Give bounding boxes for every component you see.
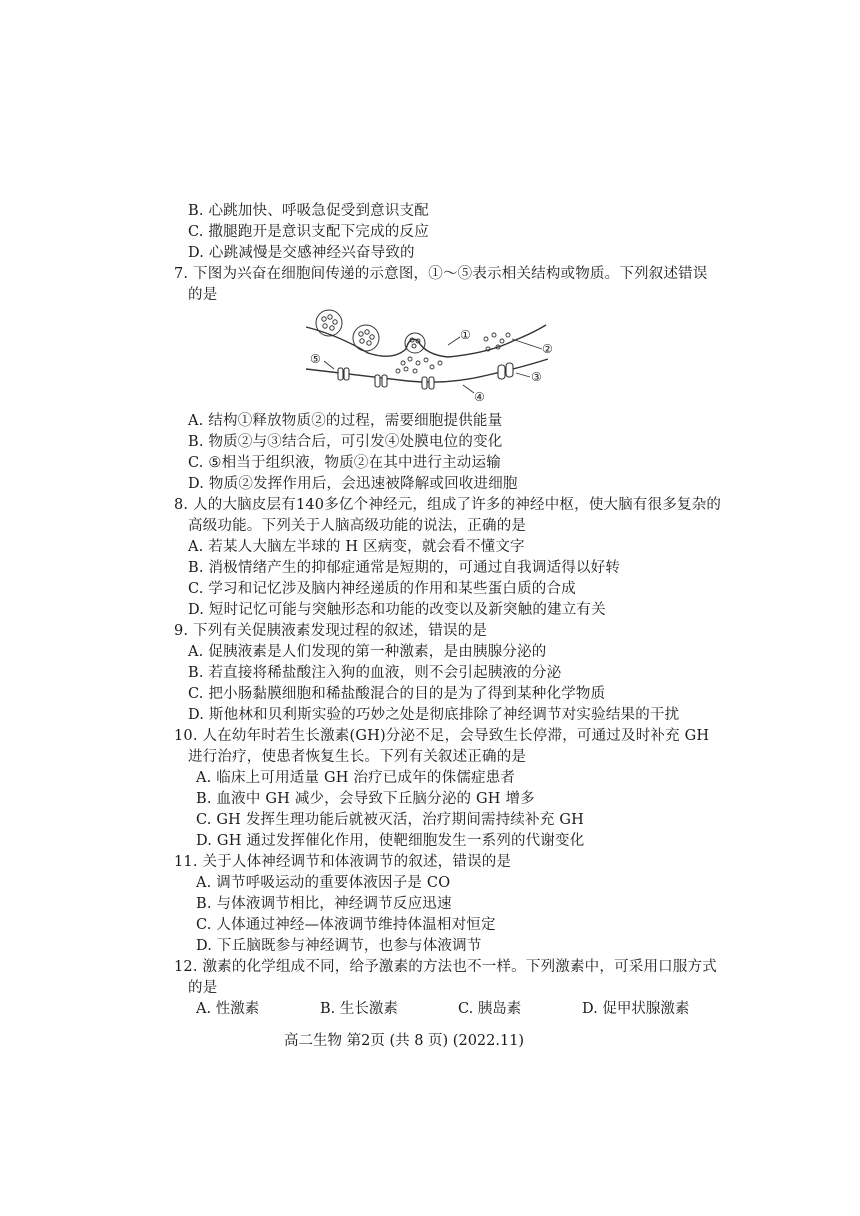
q12-option-c: C. 胰岛素 <box>458 1001 522 1017</box>
q7-option-b: B. 物质②与③结合后，可引发④处膜电位的变化 <box>188 434 503 450</box>
q9-option-a: A. 促胰液素是人们发现的第一种激素，是由胰腺分泌的 <box>188 644 547 660</box>
q10-option-c: C. GH 发挥生理功能后就被灭活，治疗期间需持续补充 GH <box>196 812 584 828</box>
q12-options-row <box>196 999 736 1019</box>
q7-option-d: D. 物质②发挥作用后，会迅速被降解或回收进细胞 <box>188 476 518 492</box>
presynaptic-membrane <box>306 325 546 357</box>
q8-stem-line1: 8. 人的大脑皮层有140多亿个神经元，组成了许多的神经中枢，使大脑有很多复杂的 <box>174 497 722 513</box>
q12-option-d: D. 促甲状腺激素 <box>582 1001 690 1017</box>
q10-stem-line2: 进行治疗，使患者恢复生长。下列有关叙述正确的是 <box>188 749 527 765</box>
vesicle-group <box>316 310 425 353</box>
q11-option-c: C. 人体通过神经—体液调节维持体温相对恒定 <box>196 917 496 933</box>
q10-option-a: A. 临床上可用适量 GH 治疗已成年的侏儒症患者 <box>196 770 516 786</box>
q11-option-a: A. 调节呼吸运动的重要体液因子是 CO <box>196 875 451 891</box>
synapse-diagram <box>298 305 562 405</box>
q12-option-b: B. 生长激素 <box>320 1001 398 1017</box>
q8-option-a: A. 若某人大脑左半球的 H 区病变，就会看不懂文字 <box>188 539 525 555</box>
q10-stem-line1: 10. 人在幼年时若生长激素(GH)分泌不足，会导致生长停滞，可通过及时补充 GH <box>174 728 710 744</box>
q9-option-d: D. 斯他林和贝利斯实验的巧妙之处是彻底排除了神经调节对实验结果的干扰 <box>188 707 680 723</box>
q9-option-b: B. 若直接将稀盐酸注入狗的血液，则不会引起胰液的分泌 <box>188 665 562 681</box>
figure-label-4: ④ <box>474 390 485 404</box>
q9-option-c: C. 把小肠黏膜细胞和稀盐酸混合的目的是为了得到某种化学物质 <box>188 686 606 702</box>
q10-option-d: D. GH 通过发挥催化作用，使靶细胞发生一系列的代谢变化 <box>196 833 585 849</box>
q7-option-c: C. ⑤相当于组织液，物质②在其中进行主动运输 <box>188 455 501 471</box>
q9-stem: 9. 下列有关促胰液素发现过程的叙述，错误的是 <box>174 623 488 639</box>
q8-stem-line2: 高级功能。下列关于人脑高级功能的说法，正确的是 <box>188 518 527 534</box>
q6-option-d: D. 心跳减慢是交感神经兴奋导致的 <box>188 245 415 261</box>
q7-stem-line2: 的是 <box>188 287 218 303</box>
q11-option-d: D. 下丘脑既参与神经调节，也参与体液调节 <box>196 938 482 954</box>
figure-label-2: ② <box>542 342 553 356</box>
q11-option-b: B. 与体液调节相比，神经调节反应迅速 <box>196 896 452 912</box>
q12-stem-line2: 的是 <box>188 980 218 996</box>
q8-option-b: B. 消极情绪产生的抑郁症通常是短期的，可通过自我调适得以好转 <box>188 560 621 576</box>
q8-option-c: C. 学习和记忆涉及脑内神经递质的作用和某些蛋白质的合成 <box>188 581 576 597</box>
q11-stem: 11. 关于人体神经调节和体液调节的叙述，错误的是 <box>174 854 512 870</box>
q8-option-d: D. 短时记忆可能与突触形态和功能的改变以及新突触的建立有关 <box>188 602 606 618</box>
q7-option-a: A. 结构①释放物质②的过程，需要细胞提供能量 <box>188 413 503 429</box>
q12-option-a: A. 性激素 <box>196 1001 260 1017</box>
q6-option-b: B. 心跳加快、呼吸急促受到意识支配 <box>188 203 429 219</box>
q7-stem-line1: 7. 下图为兴奋在细胞间传递的示意图，①～⑤表示相关结构或物质。下列叙述错误 <box>174 266 708 282</box>
q12-stem-line1: 12. 激素的化学组成不同，给予激素的方法也不一样。下列激素中，可采用口服方式 <box>174 959 717 975</box>
figure-label-3: ③ <box>531 370 542 384</box>
q6-option-c: C. 撒腿跑开是意识支配下完成的反应 <box>188 224 429 240</box>
figure-label-1: ① <box>460 328 471 342</box>
page-footer: 高二生物 第2页 (共 8 页) (2022.11) <box>284 1033 525 1049</box>
q10-option-b: B. 血液中 GH 减少，会导致下丘脑分泌的 GH 增多 <box>196 791 535 807</box>
figure-label-5: ⑤ <box>310 352 321 366</box>
